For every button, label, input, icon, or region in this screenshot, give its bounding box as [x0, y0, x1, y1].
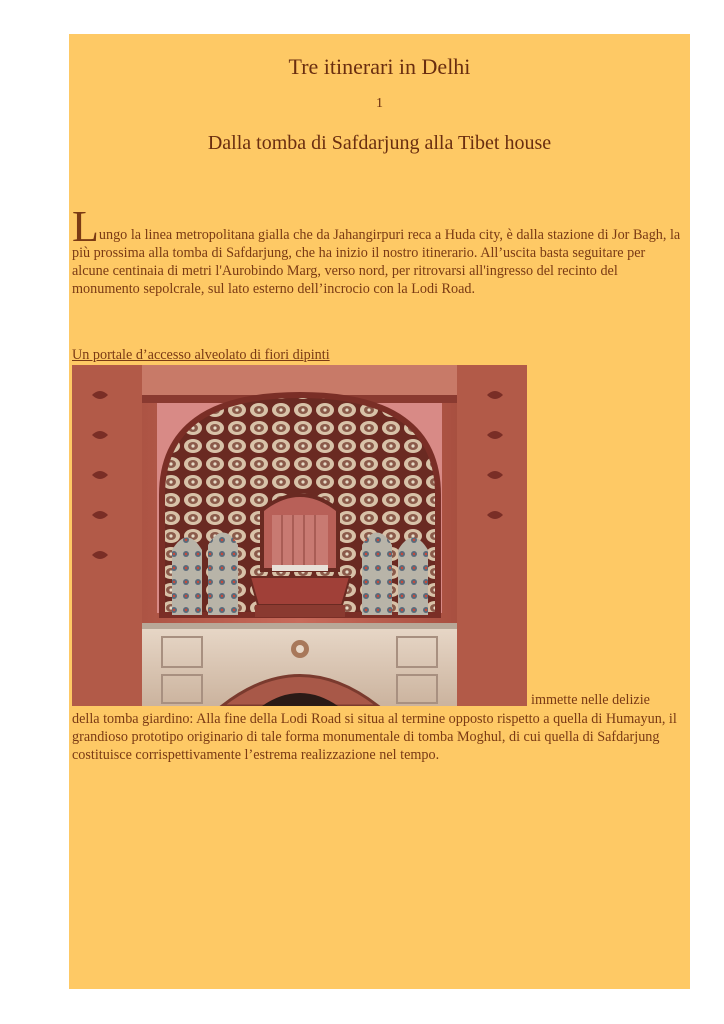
portal-photo: [72, 365, 527, 706]
document-page: [69, 34, 690, 989]
photo-caption: Un portale d’accesso alveolato di fiori dipinti: [72, 347, 330, 363]
paragraph-continuation: della tomba giardino: Alla fine della Lodi Road si situa al termine opposto rispetto a quella di Humayun, il grandioso prototipo originario di tale forma monumentale di tomba Moghul, di cui quella di Safdarjung costituisce corrispettivamente l’estrema realizzazione nel tempo.: [72, 711, 677, 763]
document-title: Tre itinerari in Delhi: [288, 54, 471, 79]
drop-cap: L: [72, 202, 99, 251]
page-number: 1: [376, 96, 383, 111]
section-subtitle: Dalla tomba di Safdarjung alla Tibet house: [207, 132, 552, 154]
paragraph-continuation-start: immette nelle delizie: [531, 692, 650, 708]
paragraph-intro: [72, 202, 684, 298]
paragraph-intro-text: ungo la linea metropolitana gialla che da Jahangirpuri reca a Huda city, è dalla stazione di Jor Bagh, la più prossima alla tomba di Safdarjung, che ha inizio il nostro itinerario. All’uscita basta seguitare per alcune centinaia di metri l'Aurobindo Marg, verso nord, per ritrovarsi all'ingresso del recinto del monumento sepolcrale, sul lato esterno dell’incrocio con la Lodi Road.: [72, 227, 681, 297]
